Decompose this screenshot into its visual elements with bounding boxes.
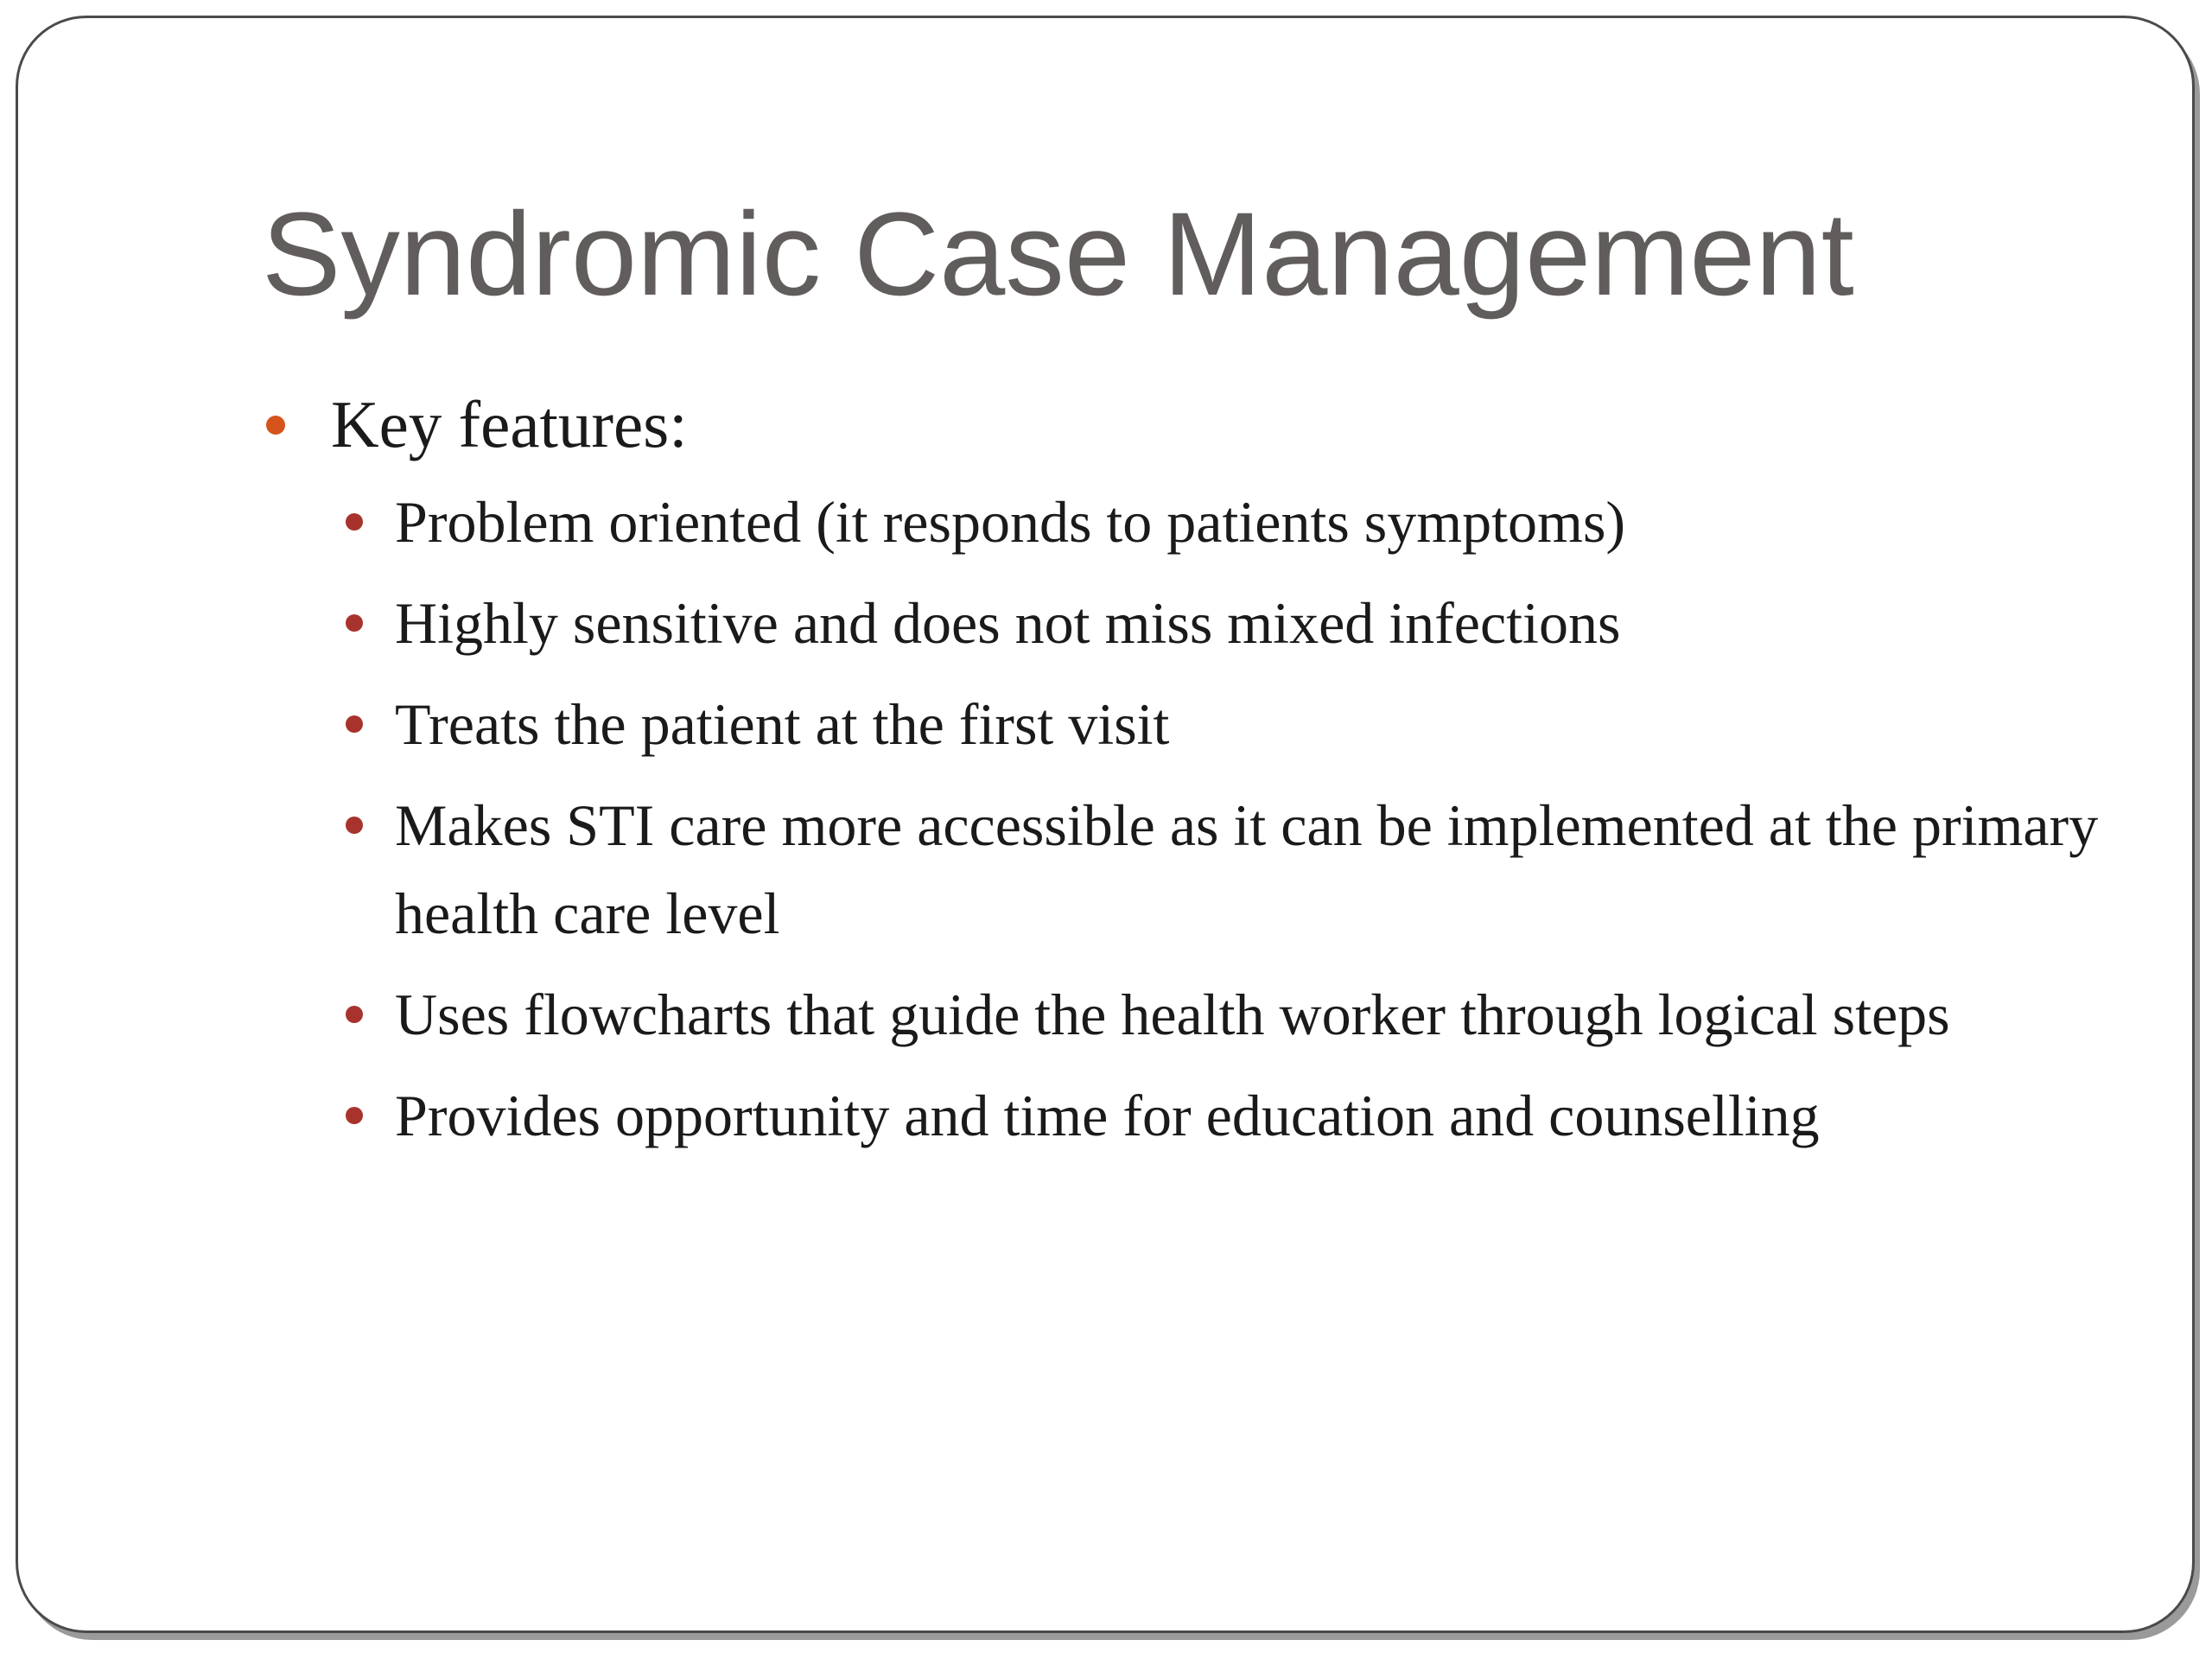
- list-item: [262, 680, 2120, 768]
- list-item: [262, 478, 2120, 566]
- slide-title: Syndromic Case Management: [262, 188, 1854, 321]
- level1-item-key-features: [262, 381, 2120, 467]
- list-item: [262, 970, 2120, 1058]
- bullet-dot-icon: [266, 416, 285, 435]
- bullet-dot-icon: [346, 614, 363, 632]
- slide-content: [262, 381, 2120, 1173]
- list-item-text: Makes STI care more accessible as it can be implemented at the primary health care level: [395, 792, 2099, 946]
- list-item-text: Problem oriented (it responds to patients symptoms): [395, 489, 1626, 555]
- bullet-dot-icon: [346, 513, 363, 531]
- list-item: [262, 579, 2120, 667]
- list-item: [262, 1071, 2120, 1160]
- list-item-text: Uses flowcharts that guide the health worker through logical steps: [395, 982, 1950, 1047]
- key-features-list: [262, 478, 2120, 1160]
- list-item: [262, 781, 2120, 957]
- bullet-dot-icon: [346, 715, 363, 733]
- level1-item-label: Key features:: [331, 387, 688, 461]
- list-item-text: Treats the patient at the first visit: [395, 691, 1170, 757]
- list-item-text: Highly sensitive and does not miss mixed infections: [395, 590, 1621, 656]
- slide-frame: [16, 16, 2195, 1633]
- bullet-dot-icon: [346, 817, 363, 834]
- list-item-text: Provides opportunity and time for education and counselling: [395, 1083, 1820, 1148]
- bullet-dot-icon: [346, 1107, 363, 1124]
- bullet-dot-icon: [346, 1006, 363, 1023]
